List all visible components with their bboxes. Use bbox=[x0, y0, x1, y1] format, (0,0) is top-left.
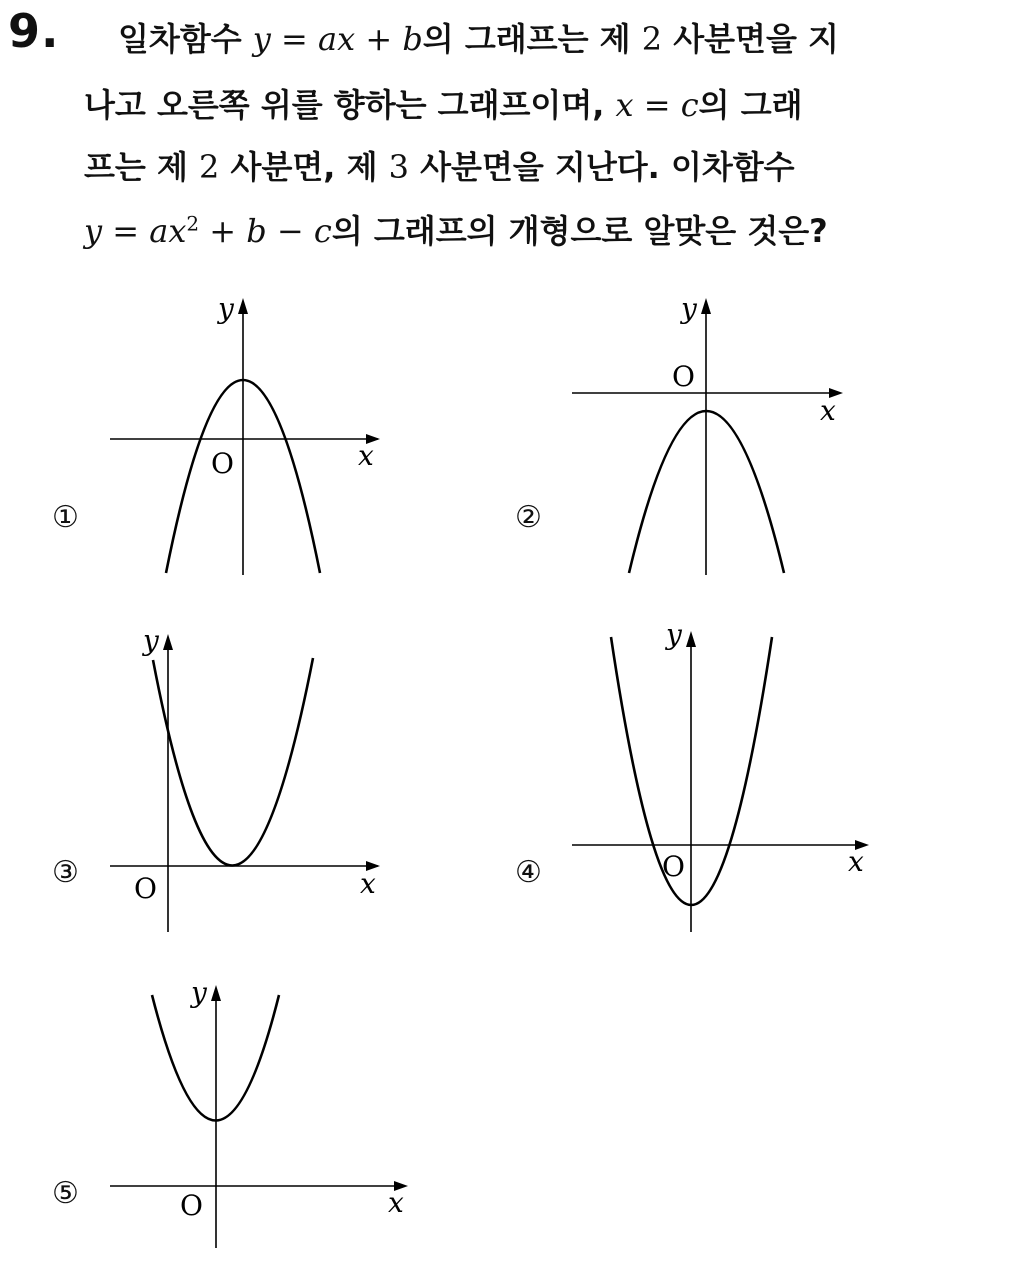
origin-label: O bbox=[180, 1189, 203, 1222]
origin-label: O bbox=[134, 872, 157, 905]
choice-number: ④ bbox=[515, 855, 542, 890]
choice-number: ③ bbox=[52, 855, 79, 890]
x-axis-label: x bbox=[820, 394, 836, 427]
x-axis-label: x bbox=[358, 439, 374, 472]
text: 나고 오른쪽 위를 향하는 그래프이며, bbox=[84, 86, 616, 124]
x-axis-label: x bbox=[360, 867, 376, 900]
y-axis-label: y bbox=[666, 618, 682, 651]
y-axis-label: y bbox=[143, 624, 159, 657]
text: 사분면, 제 bbox=[219, 148, 389, 186]
y-axis-arrow bbox=[211, 985, 221, 1001]
quadrant-number: 2 bbox=[199, 148, 220, 186]
text: 의 그래 bbox=[698, 86, 803, 124]
text: 의 그래프의 개형으로 알맞은 것은? bbox=[331, 212, 828, 250]
y-axis-label: y bbox=[681, 292, 697, 325]
origin-label: O bbox=[672, 360, 695, 393]
text: 일차함수 bbox=[118, 20, 253, 58]
choice-number: ⑤ bbox=[52, 1176, 79, 1211]
quadratic-expr-rest: + b − c bbox=[199, 212, 332, 250]
origin-label: O bbox=[211, 447, 234, 480]
text: 사분면을 지 bbox=[662, 20, 839, 58]
y-axis-label: y bbox=[191, 976, 207, 1009]
origin-label: O bbox=[662, 850, 685, 883]
text: 사분면을 지난다. 이차함수 bbox=[408, 148, 795, 186]
x-axis-label: x bbox=[388, 1186, 404, 1219]
x-axis-label: x bbox=[848, 845, 864, 878]
exponent: 2 bbox=[186, 211, 200, 236]
y-axis-label: y bbox=[218, 292, 234, 325]
vertical-line-expr: x = c bbox=[615, 86, 699, 124]
quadrant-number: 2 bbox=[641, 20, 663, 58]
quadrant-number: 3 bbox=[388, 148, 409, 186]
question-number: 9. bbox=[8, 4, 60, 58]
text: 프는 제 bbox=[84, 148, 200, 186]
quadratic-expr: y = ax bbox=[84, 212, 187, 250]
choice-number: ① bbox=[52, 500, 79, 535]
linear-function-expr: y = ax + b bbox=[252, 20, 423, 58]
text: 의 그래프는 제 bbox=[422, 20, 642, 58]
choice-number: ② bbox=[515, 500, 542, 535]
